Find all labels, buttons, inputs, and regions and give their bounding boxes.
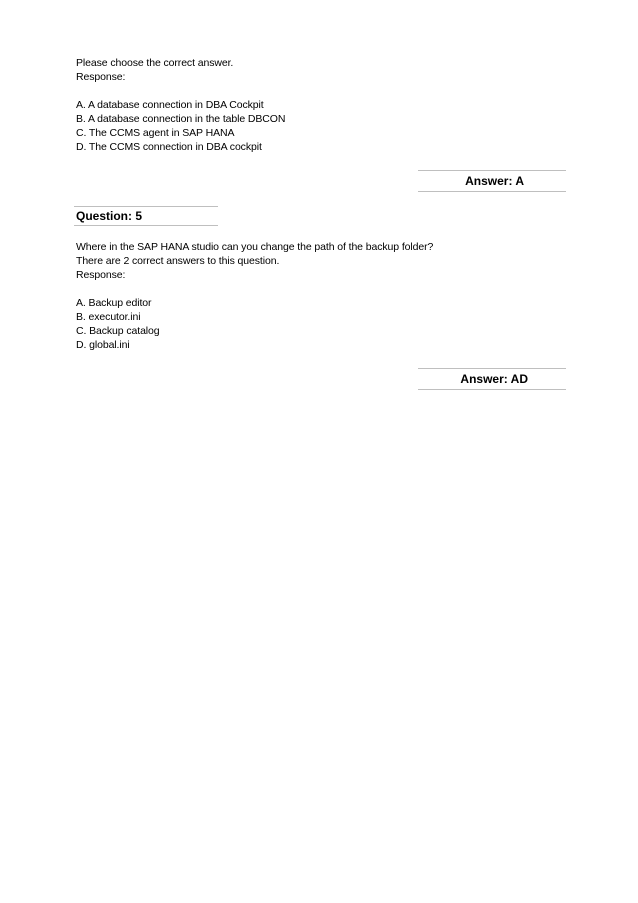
question-5-option-d: D. global.ini	[76, 339, 130, 351]
question-4-option-c: C. The CCMS agent in SAP HANA	[76, 127, 235, 139]
question-4-option-b: B. A database connection in the table DBCON	[76, 113, 286, 125]
question-5-answer-box	[418, 368, 566, 390]
question-4-answer: Answer: A	[465, 174, 524, 188]
question-4-answer-box	[418, 170, 566, 192]
question-5-option-a: A. Backup editor	[76, 297, 152, 309]
question-4-response-label: Response:	[76, 71, 126, 83]
question-5-prompt: Where in the SAP HANA studio can you change the path of the backup folder?	[76, 241, 434, 253]
question-4-option-d: D. The CCMS connection in DBA cockpit	[76, 141, 262, 153]
question-5-option-c: C. Backup catalog	[76, 325, 160, 337]
question-5-instruction: There are 2 correct answers to this question.	[76, 255, 280, 267]
question-5-response-label: Response:	[76, 269, 126, 281]
question-4-prompt: Please choose the correct answer.	[76, 57, 234, 69]
question-5-answer: Answer: AD	[460, 372, 528, 386]
question-5-heading: Question: 5	[76, 209, 143, 223]
question-5-option-b: B. executor.ini	[76, 311, 141, 323]
question-4-option-a: A. A database connection in DBA Cockpit	[76, 99, 264, 111]
question-5-heading-box	[74, 206, 218, 226]
